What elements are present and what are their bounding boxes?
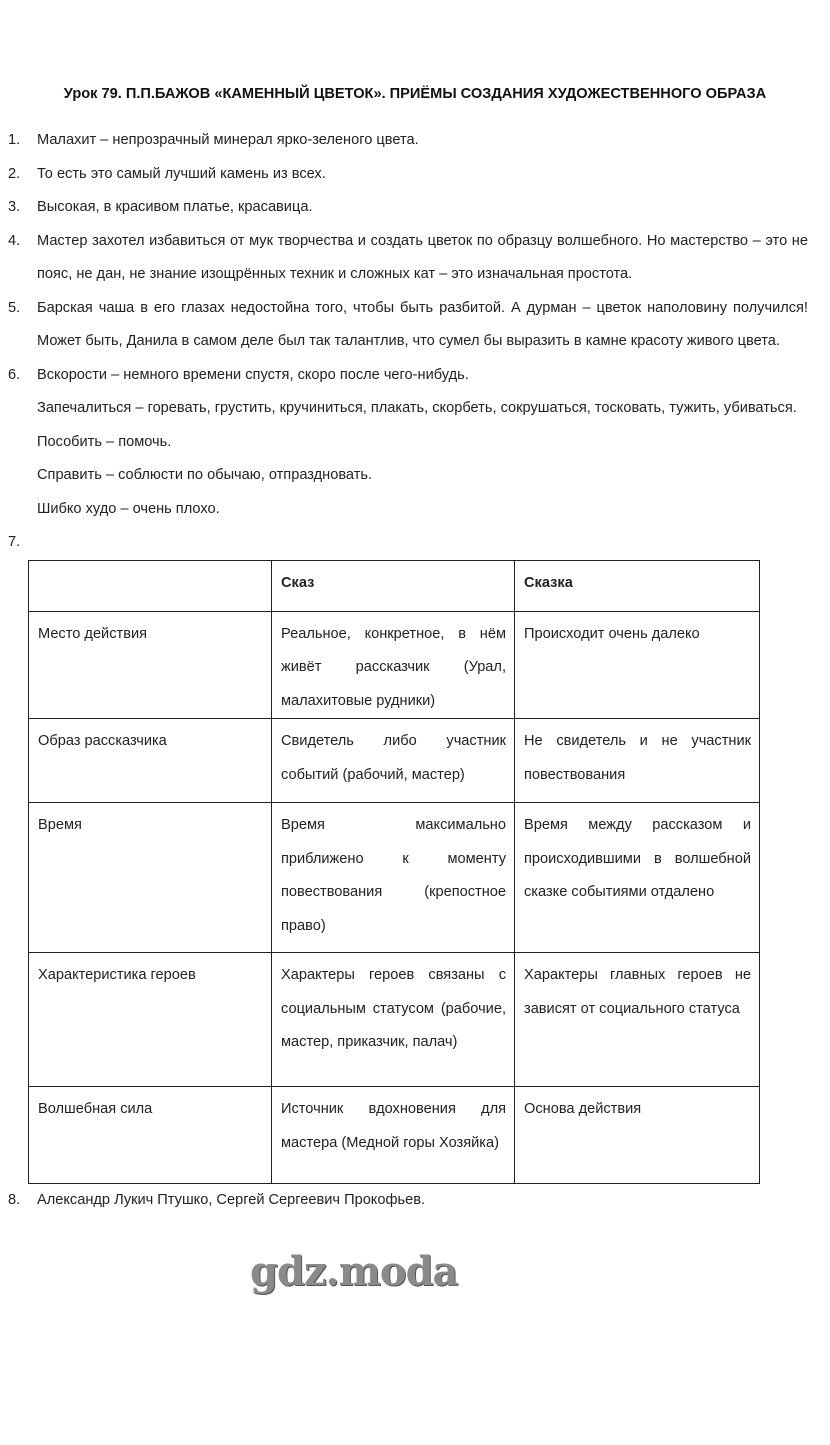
list-item: Барская чаша в его глазах недостойна того, чтобы быть разбитой. А дурман – цветок наполовину получился! Может быть, Данила в самом деле был так талантлив, что сумел бы выразить в камне красоту живого цвета. [37, 299, 808, 349]
list-item: Александр Лукич Птушко, Сергей Сергеевич Прокофьев. [37, 1192, 426, 1208]
table-row [29, 611, 760, 719]
list-row [8, 392, 808, 426]
table-header-cell [29, 560, 272, 611]
list-item: Мастер захотел избавиться от мук творчества и создать цветок по образцу волшебного. Но мастерство – это не пояс, не дан, не знание изощрённых техник и сложных кат – это изначальная простота. [37, 232, 808, 282]
table-cell: Место действия [29, 611, 272, 719]
item-number [8, 459, 37, 493]
list-row [8, 158, 808, 192]
page-title: Урок 79. П.П.БАЖОВ «КАМЕННЫЙ ЦВЕТОК». ПРИЁМЫ СОЗДАНИЯ ХУДОЖЕСТВЕННОГО ОБРАЗА [63, 86, 767, 102]
table-cell: Реальное, конкретное, в нём живёт рассказчик (Урал, малахитовые рудники) [272, 611, 515, 719]
list-row [8, 459, 808, 493]
item-number: 8. [8, 1192, 21, 1208]
list-row [8, 292, 808, 359]
table-row [29, 719, 760, 803]
table-cell: Основа действия [515, 1087, 760, 1184]
table-cell: Образ рассказчика [29, 719, 272, 803]
item-number: 7. [8, 534, 21, 550]
table-cell: Характеры героев связаны с социальным статусом (рабочие, мастер, приказчик, палач) [272, 953, 515, 1087]
item-number [8, 493, 37, 527]
table-cell: Время [29, 803, 272, 953]
list-row [8, 225, 808, 292]
list-row [8, 191, 808, 225]
table-row [29, 1087, 760, 1184]
table-cell: Свидетель либо участник событий (рабочий, мастер) [272, 719, 515, 803]
list-row [8, 359, 808, 393]
list-row [8, 426, 808, 460]
table-cell: Время максимально приближено к моменту повествования (крепостное право) [272, 803, 515, 953]
table-row [29, 803, 760, 953]
item-number: 4. [8, 232, 21, 249]
document-body [8, 124, 808, 1184]
table-row [29, 953, 760, 1087]
list-row [8, 526, 808, 560]
item-number [8, 392, 37, 426]
list-item: Высокая, в красивом платье, красавица. [37, 199, 313, 215]
list-row [8, 1184, 808, 1218]
list-item: То есть это самый лучший камень из всех. [37, 165, 326, 182]
item-number: 2. [8, 165, 21, 182]
list-item: Запечалиться – горевать, грустить, кручиниться, плакать, скорбеть, сокрушаться, тосковать, тужить, убиваться. [37, 400, 797, 416]
list-item [37, 526, 808, 560]
item-number: 6. [8, 366, 21, 383]
item-number: 3. [8, 199, 21, 215]
list-row [8, 493, 808, 527]
list-row [8, 124, 808, 158]
table-header-skazka: Сказка [515, 560, 760, 611]
table-header-skaz: Сказ [272, 560, 515, 611]
comparison-table [28, 560, 760, 1185]
list-item: Пособить – помочь. [37, 433, 172, 450]
table-cell: Характеры главных героев не зависят от социального статуса [515, 953, 760, 1087]
list-item: Малахит – непрозрачный минерал ярко-зеленого цвета. [37, 132, 419, 148]
list-item: Вскорости – немного времени спустя, скоро после чего-нибудь. [37, 366, 469, 383]
table-cell: Источник вдохновения для мастера (Медной горы Хозяйка) [272, 1087, 515, 1184]
watermark: gdz.moda [250, 1247, 458, 1295]
table-cell: Волшебная сила [29, 1087, 272, 1184]
item-number: 1. [8, 132, 21, 148]
table-cell: Происходит очень далеко [515, 611, 760, 719]
list-item: Шибко худо – очень плохо. [37, 500, 220, 517]
item-number: 5. [8, 299, 21, 316]
watermark-area [0, 1238, 830, 1348]
table-cell: Характеристика героев [29, 953, 272, 1087]
table-cell: Не свидетель и не участник повествования [515, 719, 760, 803]
table-cell: Время между рассказом и происходившими в волшебной сказке событиями отдалено [515, 803, 760, 953]
item-number [8, 426, 37, 460]
table-header-row [29, 560, 760, 611]
list-item: Справить – соблюсти по обычаю, отпраздновать. [37, 467, 373, 483]
